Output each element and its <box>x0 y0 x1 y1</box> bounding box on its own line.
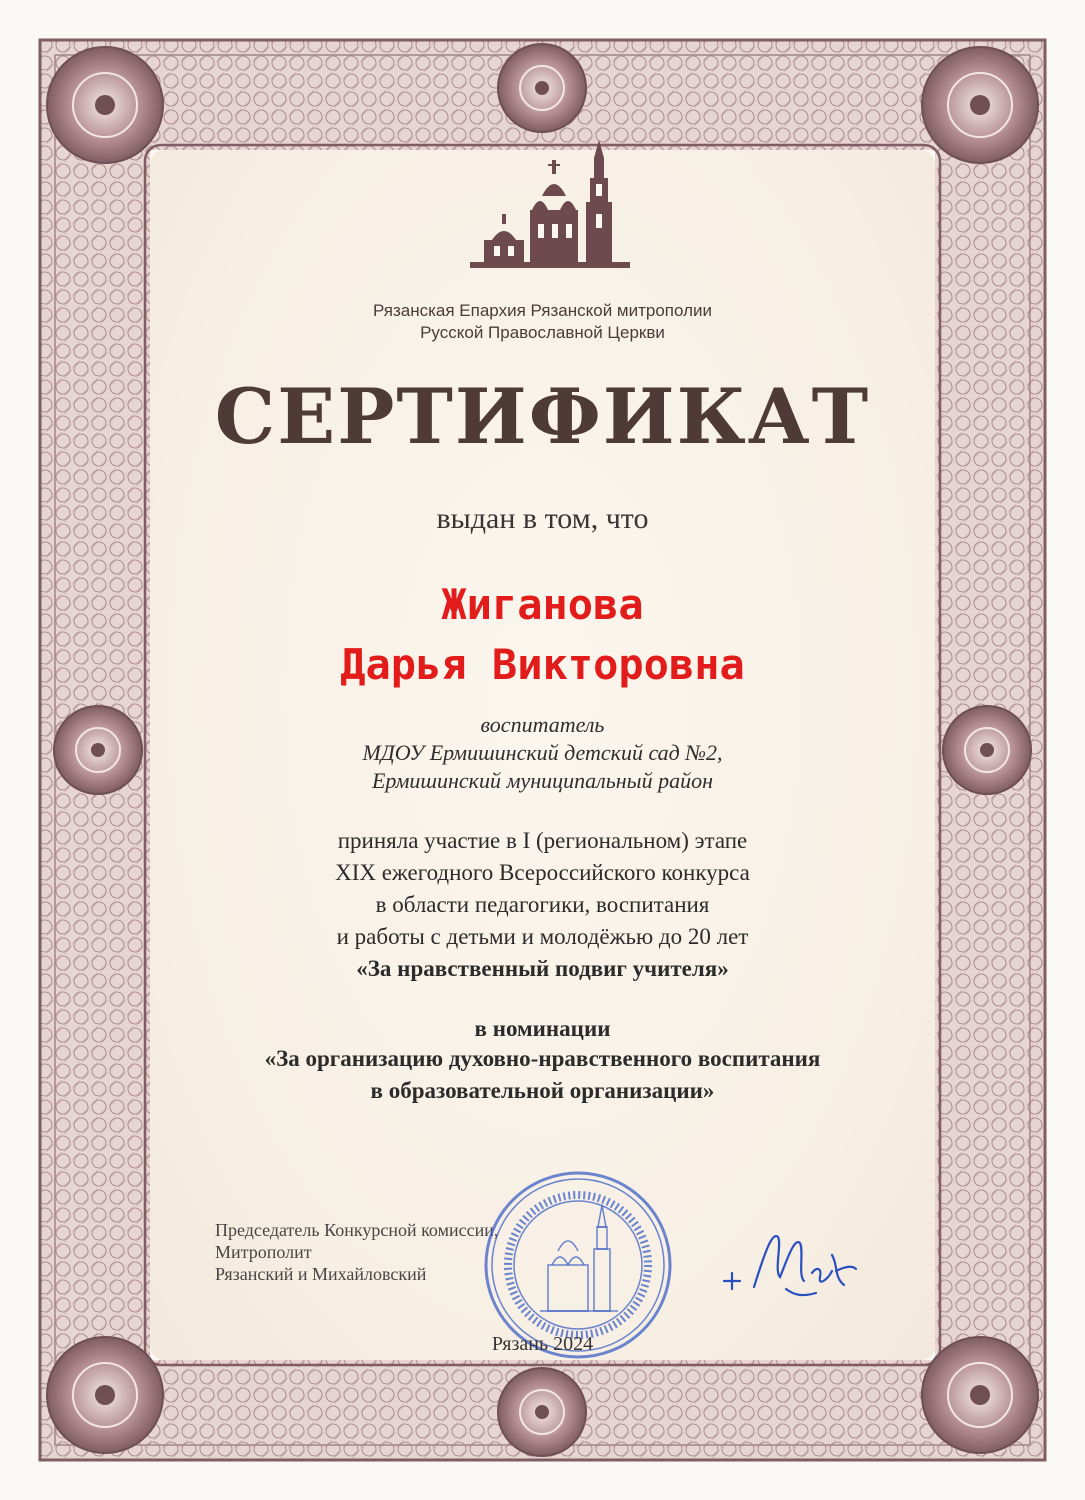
recipient-position: воспитатель <box>480 712 605 737</box>
participation-line1: приняла участие в I (региональном) этапе <box>337 828 748 853</box>
recipient-surname: Жиганова <box>441 580 644 629</box>
handwritten-signature <box>720 1215 860 1305</box>
contest-name: «За нравственный подвиг учителя» <box>356 956 729 981</box>
issued-text: выдан в том, что <box>436 502 649 535</box>
nomination-label: в номинации <box>474 1016 611 1041</box>
nomination-line2: в образовательной организации» <box>370 1078 715 1103</box>
recipient-given-names: Дарья Викторовна <box>340 640 745 689</box>
signatory-line1: Председатель Конкурсной комиссии, <box>215 1220 499 1240</box>
recipient-district: Ермишинский муниципальный район <box>371 768 713 793</box>
cathedral-logo <box>470 140 630 280</box>
nomination-line1: «За организацию духовно-нравственного воспитания <box>264 1046 821 1071</box>
certificate-title: СЕРТИФИКАТ <box>214 372 871 461</box>
city-year: Рязань 2024 <box>491 1333 594 1355</box>
recipient-organization: МДОУ Ермишинский детский сад №2, <box>362 740 723 765</box>
participation-line4: и работы с детьми и молодёжью до 20 лет <box>336 924 749 949</box>
diocese-name-line1: Рязанская Епархия Рязанской митрополии <box>373 301 712 320</box>
diocese-name-line2: Русской Православной Церкви <box>420 323 665 342</box>
signatory-line3: Рязанский и Михайловский <box>215 1264 427 1284</box>
signatory-line2: Митрополит <box>215 1242 312 1262</box>
participation-line3: в области педагогики, воспитания <box>375 892 710 917</box>
participation-line2: XIX ежегодного Всероссийского конкурса <box>335 860 750 885</box>
